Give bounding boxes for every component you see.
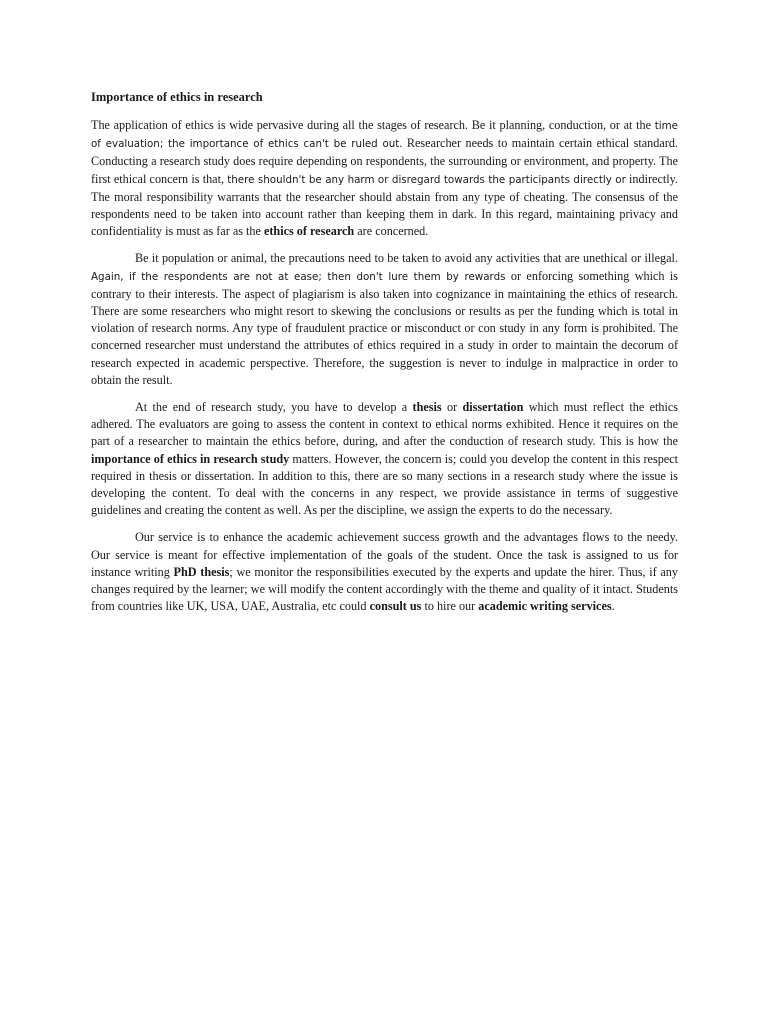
document-title: Importance of ethics in research: [91, 90, 263, 104]
text-run: or: [441, 400, 463, 415]
bold-text: ethics of research: [263, 224, 355, 239]
paragraph-4: [91, 529, 678, 615]
text-run: which must reflect the ethics adhered. The evaluators are going to assess the content in context to ethical norms exhibited. Hence it requires on the part of a researcher to maintain the ethics before, during, and after the conduction of research study. This is how the: [91, 400, 678, 449]
bold-text: PhD thesis: [173, 564, 230, 579]
text-run: indirectly. The moral responsibility warrants that the researcher should abstain from any type of cheating. The consensus of the respondents need to be taken into account rather than keeping them in dark. In this regard, maintaining privacy and confidentiality is must as far as the: [91, 171, 678, 239]
paragraph-2: [91, 250, 678, 389]
paragraph-container: [91, 117, 678, 615]
document-body: [91, 89, 678, 625]
text-run: Our service is to enhance the academic achievement success growth and the advantages flows to the needy. Our service is meant for effective implementation of the goals of the student. Once the task is assigned to us for instance writing: [91, 530, 678, 579]
bold-text: importance of ethics in research study: [91, 451, 290, 466]
bold-text: dissertation: [462, 400, 524, 415]
text-run: Be it population or animal, the precautions need to be taken to avoid any activities that are unethical or illegal.: [135, 251, 678, 266]
text-run: matters. However, the concern is; could you develop the content in this respect required in thesis or dissertation. In addition to this, there are so many sections in a research study where the issue is developing the content. To deal with the concerns in any respect, we provide assistance in terms of suggestive guidelines and creating the content as well. As per the discipline, we assign the experts to do the necessary.: [91, 451, 679, 518]
bold-text: consult us: [369, 599, 422, 614]
text-run: to hire our: [421, 599, 479, 614]
text-run: The application of ethics is wide pervasive during all the stages of research. Be it planning, conduction, or at the: [91, 118, 655, 132]
text-run: or enforcing something which is contrary to their interests. The aspect of plagiarism is also taken into cognizance in maintaining the ethics of research. There are some researchers who might resort to skewing the conclusions or results as per the funding which is total in violation of research norms. Any type of fraudulent practice or misconduct or con study in any form is prohibited. The concerned researcher must understand the attributes of ethics required in a study in order to maintain the decorum of research expected in academic perspective. Therefore, the suggestion is never to indulge in malpractice in order to obtain the result.: [91, 268, 679, 387]
bold-text: academic writing services: [478, 599, 612, 614]
text-run: .: [611, 599, 615, 614]
alt-font-text: there shouldn't be any harm or disregard towards the participants directly or: [227, 173, 626, 186]
paragraph-1: [91, 117, 678, 240]
alt-font-text: time of evaluation; the importance of ethics can't be ruled out: [91, 120, 678, 151]
alt-font-text: Again, if the respondents are not at ease; then don't lure them by rewards: [91, 270, 506, 283]
text-run: At the end of research study, you have to develop a: [135, 400, 413, 415]
text-run: are concerned.: [354, 224, 429, 239]
text-run: ; we monitor the responsibilities executed by the experts and update the hirer. Thus, if any changes required by the learner; we will modify the content accordingly with the theme and quality of it intact. Students from countries like UK, USA, UAE, Australia, etc could: [91, 564, 678, 614]
text-run: . Researcher needs to maintain certain ethical standard. Conducting a research study does require depending on respondents, the surrounding or environment, and property. The first ethical concern is that,: [91, 136, 678, 186]
bold-text: thesis: [412, 400, 442, 415]
paragraph-3: [91, 399, 678, 519]
